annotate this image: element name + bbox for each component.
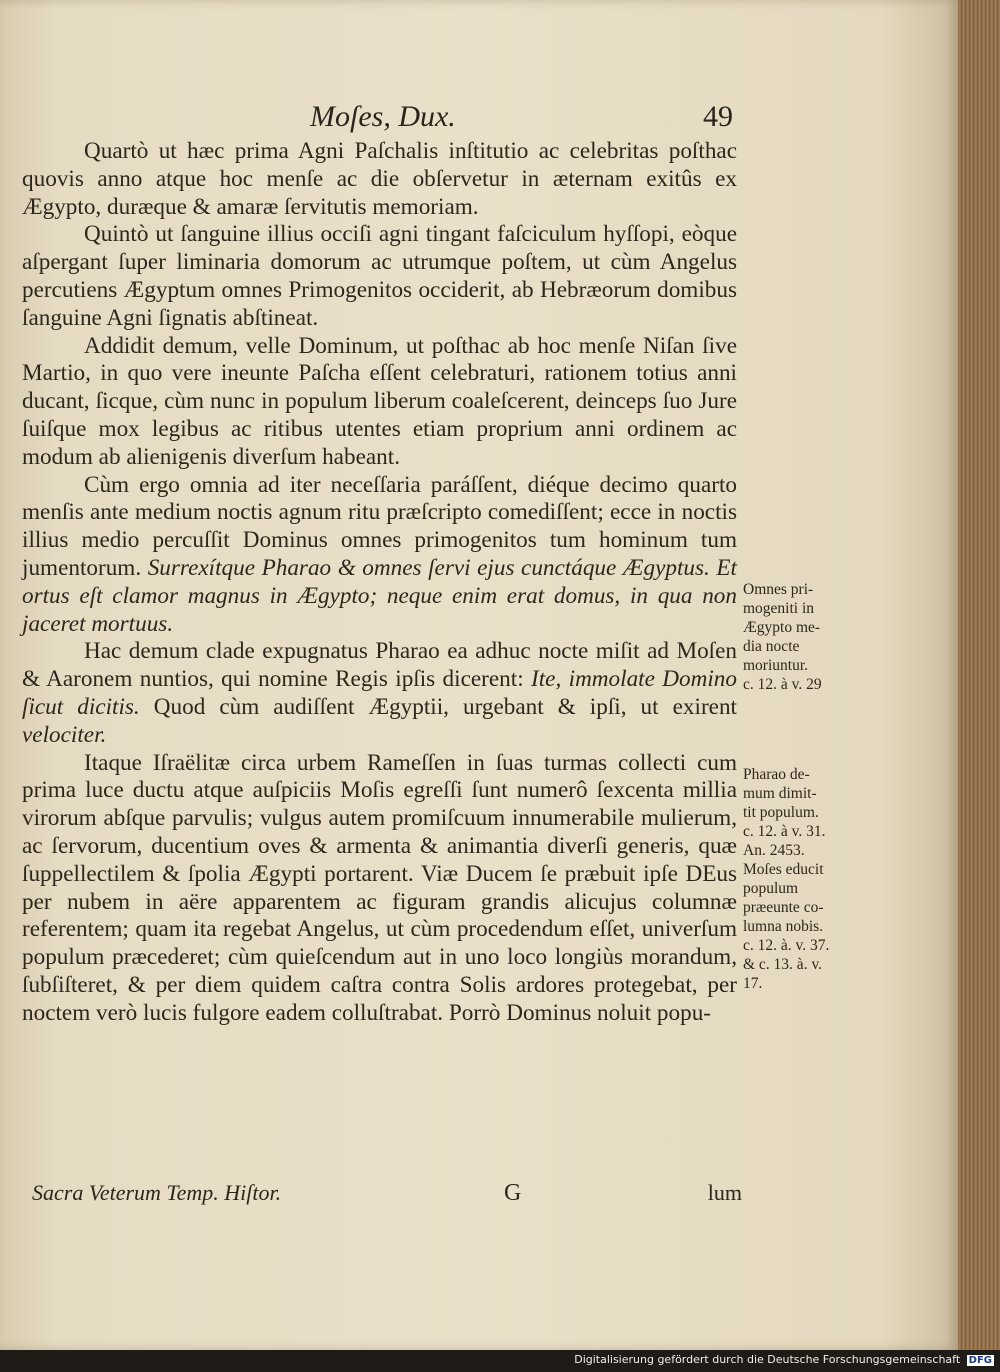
italic-quote: Ite, immolate Domino ſicut dicitis.: [22, 666, 737, 720]
paragraph: [22, 138, 737, 221]
marginal-note-exodus: [743, 765, 883, 993]
marginal-note-line: lumna nobis.: [743, 918, 824, 935]
marginal-note-line: mogeniti in: [743, 600, 815, 617]
signature-mark: Sacra Veterum Temp. Hiſtor.: [32, 1180, 282, 1205]
marginal-note-line: moriuntur.: [743, 657, 809, 674]
page-number: 49: [703, 100, 733, 133]
paragraph-text: Quartò ut hæc prima Agni Paſchalis inſtitutio ac celebritas poſthac quovis anno atque hoc menſe ac die obſervetur in æternam exitûs ex Ægypto, duræque & amaræ ſervitutis memoriam.: [22, 138, 737, 220]
italic-quote: velociter.: [22, 721, 107, 748]
marginal-note-line: Omnes pri-: [743, 581, 814, 598]
book-page-edge: [958, 0, 1000, 1350]
signature-letter: G: [504, 1180, 522, 1206]
paragraph-text: Cùm ergo omnia ad iter neceſſaria paráſſent, diéque decimo quarto menſis ante medium noctis agnum ritu præſcripto comediſſent; ecce in noctis illius medio percuſſit Dominus omnes primogenitos tum hominum tum jumentorum.: [22, 471, 737, 581]
credit-label: Digitalisierung gefördert durch die Deutsche Forschungsgemeinschaft: [574, 1353, 961, 1366]
marginal-note-line: & c. 13. à. v.: [743, 956, 823, 973]
marginal-note-line: mum dimit-: [743, 785, 817, 802]
running-title: Moſes, Dux.: [310, 100, 456, 133]
marginal-note-line: tit populum.: [743, 804, 819, 821]
italic-quote: Surrexítque Pharao & omnes ſervi ejus cunctáque Ægyptus. Et ortus eſt clamor magnus in Ægypto; neque enim erat domus, in qua non jaceret mortuus.: [22, 554, 737, 637]
marginal-note-line: 17.: [743, 975, 763, 992]
marginal-note-line: c. 12. à v. 31.: [743, 823, 826, 840]
marginal-note-line: populum: [743, 880, 799, 897]
marginal-note-line: An. 2453.: [743, 842, 805, 859]
marginal-note-line: c. 12. à. v. 37.: [743, 937, 830, 954]
marginal-note-line: Moſes educit: [743, 861, 824, 878]
marginal-note-firstborn: [743, 580, 883, 694]
credit-text: [574, 1353, 994, 1366]
paragraph-text: Itaque Iſraëlitæ circa urbem Rameſſen in ſuas turmas collecti cum prima luce ductu atque auſpiciis Moſis egreſſi ſunt numerô ſexcenta millia virorum abſque parvulis; vulgus autem promiſcuum innumerabile mulierum, ac ſervorum, ducentium oves & armenta & animantia diverſi generis, quæ ſuppellectilem & ſpolia Ægypti portarent. Viæ Ducem ſe præbuit ipſe DEus per nubem in aëre apparentem ac figuram grandis alicujus columnæ referentem; quam ita regebat Angelus, ut cùm procedendum eſſet, univerſum populum præcederet; cùm quieſcendum aut in uno loco longiùs morandum, ſubſiſteret, & per diem quidem caſtra contra Solis ardores protegebat, per noctem verò lucis fulgore eadem colluſtrabat. Porrò Dominus noluit popu-: [22, 749, 737, 1026]
paragraph: [22, 472, 737, 639]
marginal-note-line: præeunte co-: [743, 899, 824, 916]
page-header: [0, 100, 760, 140]
marginal-note-line: Pharao de-: [743, 766, 810, 783]
paragraph: [22, 221, 737, 332]
catchword: lum: [707, 1180, 742, 1205]
paragraph: [22, 750, 737, 1028]
paragraph: [22, 638, 737, 749]
marginal-note-line: dia nocte: [743, 638, 800, 655]
credit-bar: [0, 1350, 1000, 1372]
paragraph-text: Addidit demum, velle Dominum, ut poſthac ab hoc menſe Niſan ſive Martio, in quo vere ineunte Paſcha eſſent celebraturi, rationem totius anni ducant, ſicque, cùm nunc in populum liberum coaleſcerent, deinceps ſuo Jure ſuiſque mox legibus ac ritibus utentes etiam proprium anni ordinem ac modum ab alienigenis diverſum habeant.: [22, 332, 737, 470]
page-footer: [32, 1180, 742, 1212]
body-text: [22, 138, 737, 1028]
marginal-note-line: c. 12. à v. 29: [743, 676, 822, 693]
dfg-logo-icon: DFG: [968, 1355, 992, 1366]
marginal-note-line: Ægypto me-: [743, 619, 821, 636]
paragraph-text: Quod cùm audiſſent Ægyptii, urgebant & ipſi, ut exirent: [139, 693, 738, 720]
paragraph-text: Hac demum clade expugnatus Pharao ea adhuc nocte miſit ad Moſen & Aaronem nuntios, qui nomine Regis ipſis dicerent:: [22, 638, 737, 693]
paragraph: [22, 333, 737, 472]
paragraph-text: Quintò ut ſanguine illius occiſi agni tingant faſciculum hyſſopi, eòque aſpergant ſuper liminaria domorum ac utrumque poſtem, ut cùm Angelus percutiens Ægyptum omnes Primogenitos occiderit, ab Hebræorum domibus ſanguine Agni ſignatis abſtineat.: [22, 221, 737, 331]
